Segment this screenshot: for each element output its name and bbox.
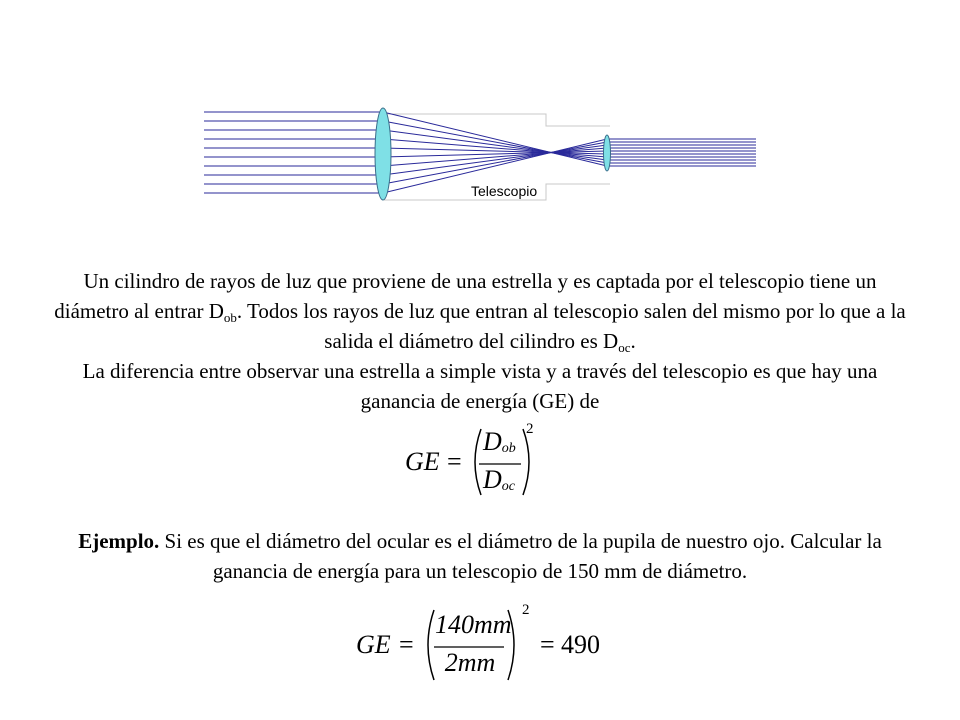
formula1-exponent: 2 bbox=[526, 421, 534, 437]
paragraph-1-text-a: Un cilindro de rayos de luz que proviene de una estrella y es captada por el telescopio tiene un diámetro al entrar D bbox=[54, 269, 877, 323]
objective-lens bbox=[375, 108, 391, 200]
formula2-lhs: GE bbox=[356, 630, 391, 659]
formula2-numerator: 140mm bbox=[435, 610, 512, 639]
eyepiece-lens bbox=[604, 135, 611, 171]
outgoing-rays bbox=[607, 139, 756, 166]
formula1-parentheses bbox=[467, 425, 567, 500]
subscript-ob: ob bbox=[223, 310, 237, 325]
paragraph-1-text-b: . Todos los rayos de luz que entran al telescopio salen del mismo por lo que a la salida el diámetro del cilindro es D bbox=[236, 299, 906, 353]
formula1-denominator: $D_{oc}$ bbox=[483, 465, 515, 494]
example-text: Si es que el diámetro del ocular es el diámetro de la pupila de nuestro ojo. Calcular la ganancia de energía para un telescopio de 150 mm de diámetro. bbox=[159, 529, 882, 583]
paragraph-1-text-c: . bbox=[630, 329, 636, 353]
subscript-oc: oc bbox=[618, 340, 631, 355]
paragraph-1 bbox=[50, 266, 910, 356]
paragraph-2: La diferencia entre observar una estrella a simple vista y a través del telescopio es que hay una ganancia de energía (GE) de bbox=[82, 359, 878, 413]
formula2-equals-result: = bbox=[540, 630, 555, 659]
formula-energy-gain bbox=[405, 421, 575, 500]
incoming-rays bbox=[204, 112, 383, 193]
formula2-result: 490 bbox=[561, 630, 600, 659]
formula2-denominator: 2mm bbox=[444, 648, 496, 677]
formula1-equals: = bbox=[447, 447, 462, 476]
formula2-exponent: 2 bbox=[522, 602, 530, 618]
formula1-numerator: $D_{ob}$ bbox=[483, 427, 516, 456]
formula1-lhs: GE bbox=[405, 447, 440, 476]
formula2-equals: = bbox=[399, 630, 414, 659]
example-paragraph bbox=[60, 526, 900, 586]
formula-example bbox=[356, 602, 606, 684]
converging-rays bbox=[383, 112, 607, 193]
example-label: Ejemplo. bbox=[78, 529, 160, 553]
telescope-label: Telescopio bbox=[471, 183, 538, 199]
telescope-diagram bbox=[200, 104, 760, 204]
